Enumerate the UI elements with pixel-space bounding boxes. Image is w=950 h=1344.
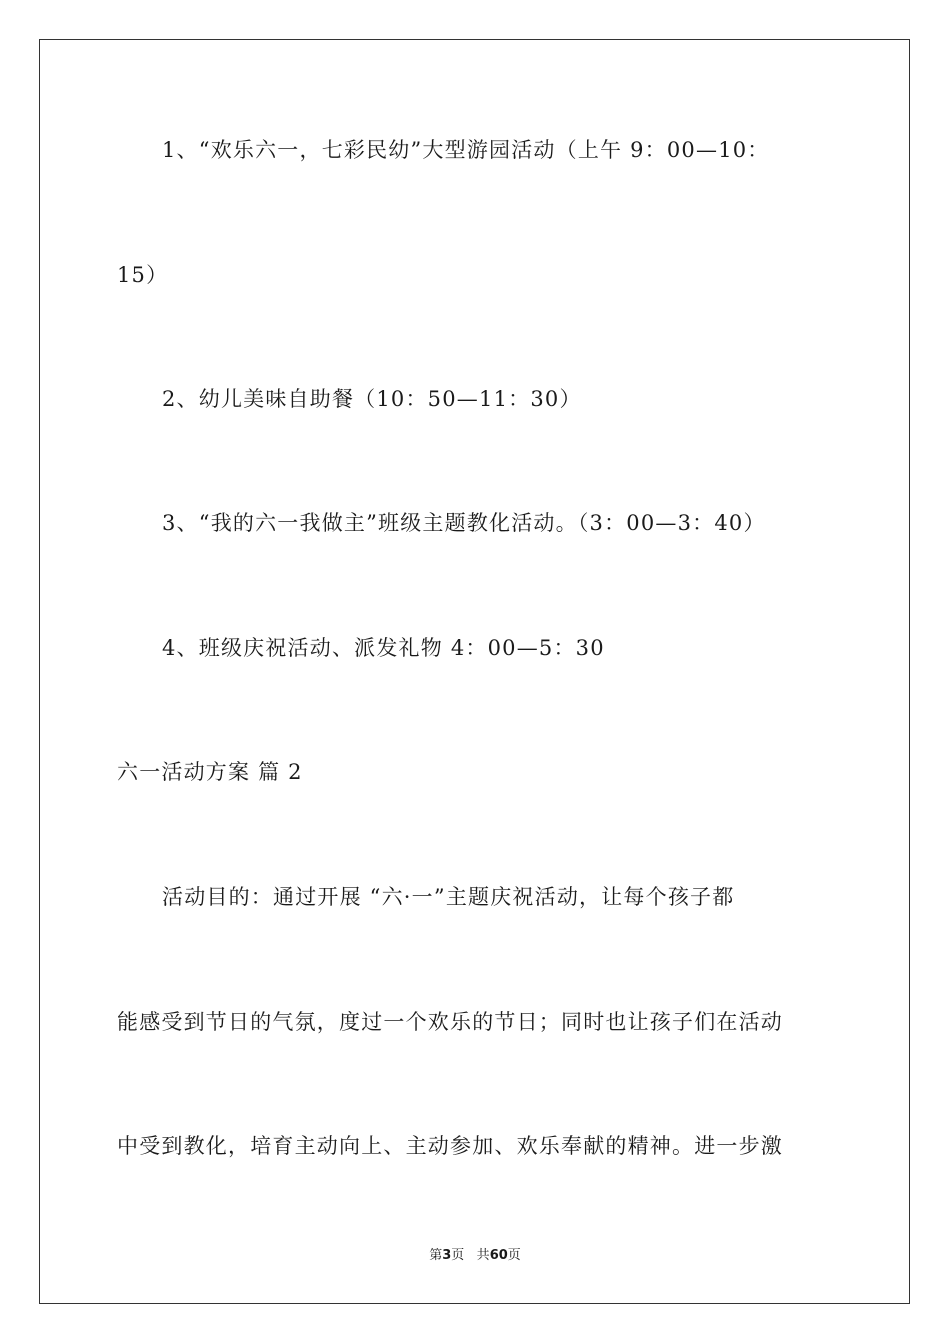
page-border (39, 39, 910, 1304)
total-pages: 60 (489, 1248, 508, 1263)
paragraph-line-1: 活动目的：通过开展 “六·一”主题庆祝活动，让每个孩子都 (162, 885, 735, 909)
total-prefix: 共 (476, 1248, 490, 1263)
schedule-item-2: 2、幼儿美味自助餐（10：50—11：30） (162, 387, 582, 411)
schedule-item-1-continued: 15） (117, 263, 169, 287)
page-footer (0, 1248, 950, 1264)
schedule-item-4: 4、班级庆祝活动、派发礼物 4：00—5：30 (162, 636, 605, 660)
paragraph-line-3: 中受到教化，培育主动向上、主动参加、欢乐奉献的精神。进一步激 (117, 1134, 783, 1158)
page-number: 3 (442, 1248, 452, 1263)
total-suffix: 页 (507, 1248, 521, 1263)
schedule-item-1: 1、“欢乐六一，七彩民幼”大型游园活动（上午 9：00—10： (162, 138, 770, 162)
page-suffix: 页 (451, 1248, 465, 1263)
page-prefix: 第 (429, 1248, 443, 1263)
paragraph-line-2: 能感受到节日的气氛，度过一个欢乐的节日；同时也让孩子们在活动 (117, 1010, 783, 1034)
schedule-item-3: 3、“我的六一我做主”班级主题教化活动。（3：00—3：40） (162, 511, 766, 535)
section-heading: 六一活动方案 篇 2 (117, 760, 303, 784)
